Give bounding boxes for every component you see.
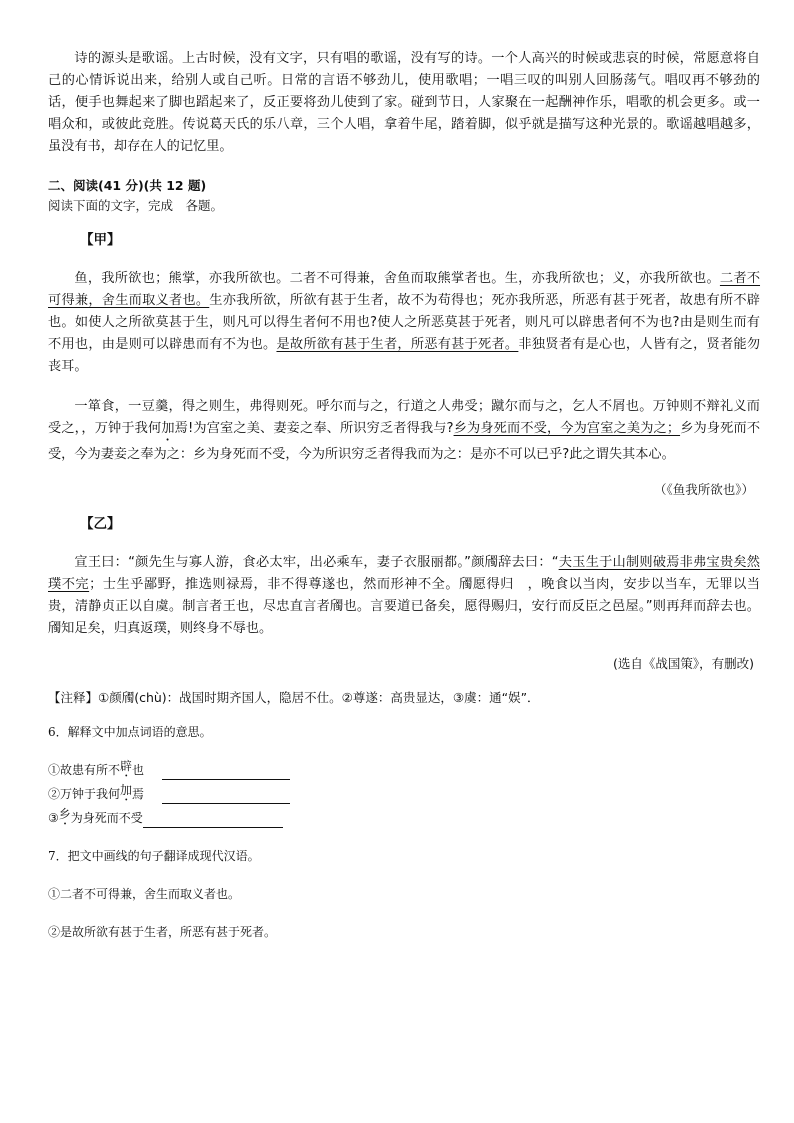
underlined-phrase: 乡为身死而不受，今为宫室之美为之； xyxy=(453,421,681,436)
passage-yi-label: 【乙】 xyxy=(80,516,121,532)
item-text: 焉 xyxy=(132,787,145,801)
section-instruction: 阅读下面的文字，完成 各题。 xyxy=(48,198,224,213)
passage-text: 乡为身死而不受，今为妻妾之奉为之：乡为身死而不受，今为所识穷乏者得我而为之：是亦不可以已乎?此之谓失其本心。 xyxy=(48,421,761,462)
item-text: ②万钟于我何 xyxy=(48,787,121,801)
item-text: 为身死而不受 xyxy=(70,811,143,825)
question-6-item-2 xyxy=(48,780,760,804)
passage-text: 宣王曰：“颜先生与寡人游，食必太牢，出必乘车，妻子衣服丽都。”颜斶辞去曰：“ xyxy=(74,555,559,570)
passage-yi-source: (选自《战国策》，有删改) xyxy=(612,656,754,671)
passage-text: ；士生乎鄙野，推选则禄焉，非不得尊遂也，然而形神不全。斶愿得归 ，晚食以当肉，安步以当车，无罪以当贵，清静贞正以自虞。制言者王也，尽忠直言者斶也。言要道已备矣，愿得赐归，安行而反臣之邑屋。”则再拜而辞去也。斶知足矣，归真返璞，则终身不辱也。 xyxy=(48,577,760,636)
underlined-sentence-yi: 夫玉生于山制则破焉非弗宝贵矣然璞不完 xyxy=(48,555,760,592)
question-6-stem: 6．解释文中加点词语的意思。 xyxy=(48,725,212,739)
passage-text: 焉!为宫室之美、妻妾之奉、所识穷乏者得我与? xyxy=(174,421,454,436)
item-text: ①故患有所不 xyxy=(48,763,121,777)
annotation-note: 【注释】①颜斶(chù)：战国时期齐国人，隐居不仕。②尊遂：高贵显达，③虞：通“娱”． xyxy=(48,690,540,705)
passage-jia-source: （《鱼我所欲也》） xyxy=(653,482,754,497)
passage-text: 一箪食，一豆羹，得之则生，弗得则死。呼尔而与之，行道之人弗受；蹴尔而与之，乞人不屑也。万钟则不辩礼义而受之，，万钟于我何 xyxy=(48,399,760,436)
passage-yi-paragraph xyxy=(48,552,760,640)
document-page xyxy=(48,48,760,942)
question-7-stem: 7．把文中画线的句子翻译成现代汉语。 xyxy=(48,849,260,863)
passage-jia-label: 【甲】 xyxy=(80,232,121,248)
question-7-item-1: ①二者不可得兼，舍生而取义者也。 xyxy=(48,887,241,901)
dotted-word: 加 xyxy=(161,421,175,436)
item-text: 也 xyxy=(132,763,145,777)
section-heading: 二、阅读(41 分)(共 12 题) xyxy=(48,178,207,193)
question-6-item-1 xyxy=(48,756,760,780)
passage-jia-paragraph-1 xyxy=(48,268,760,378)
underlined-sentence-2: 是故所欲有甚于生者，所恶有甚于死者。 xyxy=(276,337,519,352)
dotted-word: 辟 xyxy=(120,759,133,773)
dotted-word: 乡 xyxy=(58,807,71,821)
passage-text: 鱼，我所欲也；熊掌，亦我所欲也。二者不可得兼，舍鱼而取熊掌者也。生，亦我所欲也；义，亦我所欲也。 xyxy=(74,271,720,286)
passage-jia-paragraph-2 xyxy=(48,396,760,466)
answer-blank[interactable] xyxy=(162,789,290,804)
dotted-word: 加 xyxy=(120,783,133,797)
question-7-item-2: ②是故所欲有甚于生者，所恶有甚于死者。 xyxy=(48,925,277,939)
underlined-sentence-1: 二者不可得兼，舍生而取义者也。 xyxy=(48,271,761,308)
question-6-item-3 xyxy=(48,804,760,828)
answer-blank[interactable] xyxy=(162,765,290,780)
passage-text: 生亦我所欲，所欲有甚于生者，故不为苟得也；死亦我所恶，所恶有甚于死者，故患有所不辟也。如使人之所欲莫甚于生，则凡可以得生者何不用也?使人之所恶莫甚于死者，则凡可以辟患者何不为也?由是则生而有不用也，由是则可以辟患而有不为也。 xyxy=(48,293,760,352)
answer-blank[interactable] xyxy=(143,813,283,828)
item-text: ③ xyxy=(48,811,59,825)
passage-text: 非独贤者有是心也，人皆有之，贤者能勿丧耳。 xyxy=(48,337,761,374)
intro-paragraph: 诗的源头是歌谣。上古时候，没有文字，只有唱的歌谣，没有写的诗。一个人高兴的时候或悲哀的时候，常愿意将自己的心情诉说出来，给别人或自己听。日常的言语不够劲儿，使用歌唱；一唱三叹的叫别人回肠荡气。唱叹再不够劲的话，便手也舞起来了脚也蹈起来了，反正要将劲儿使到了家。碰到节日，人家聚在一起酬神作乐，唱歌的机会更多。或一唱众和，或彼此竞胜。传说葛天氏的乐八章，三个人唱，拿着牛尾，踏着脚，似乎就是描写这种光景的。歌谣越唱越多，虽没有书，却存在人的记忆里。 xyxy=(48,51,760,154)
